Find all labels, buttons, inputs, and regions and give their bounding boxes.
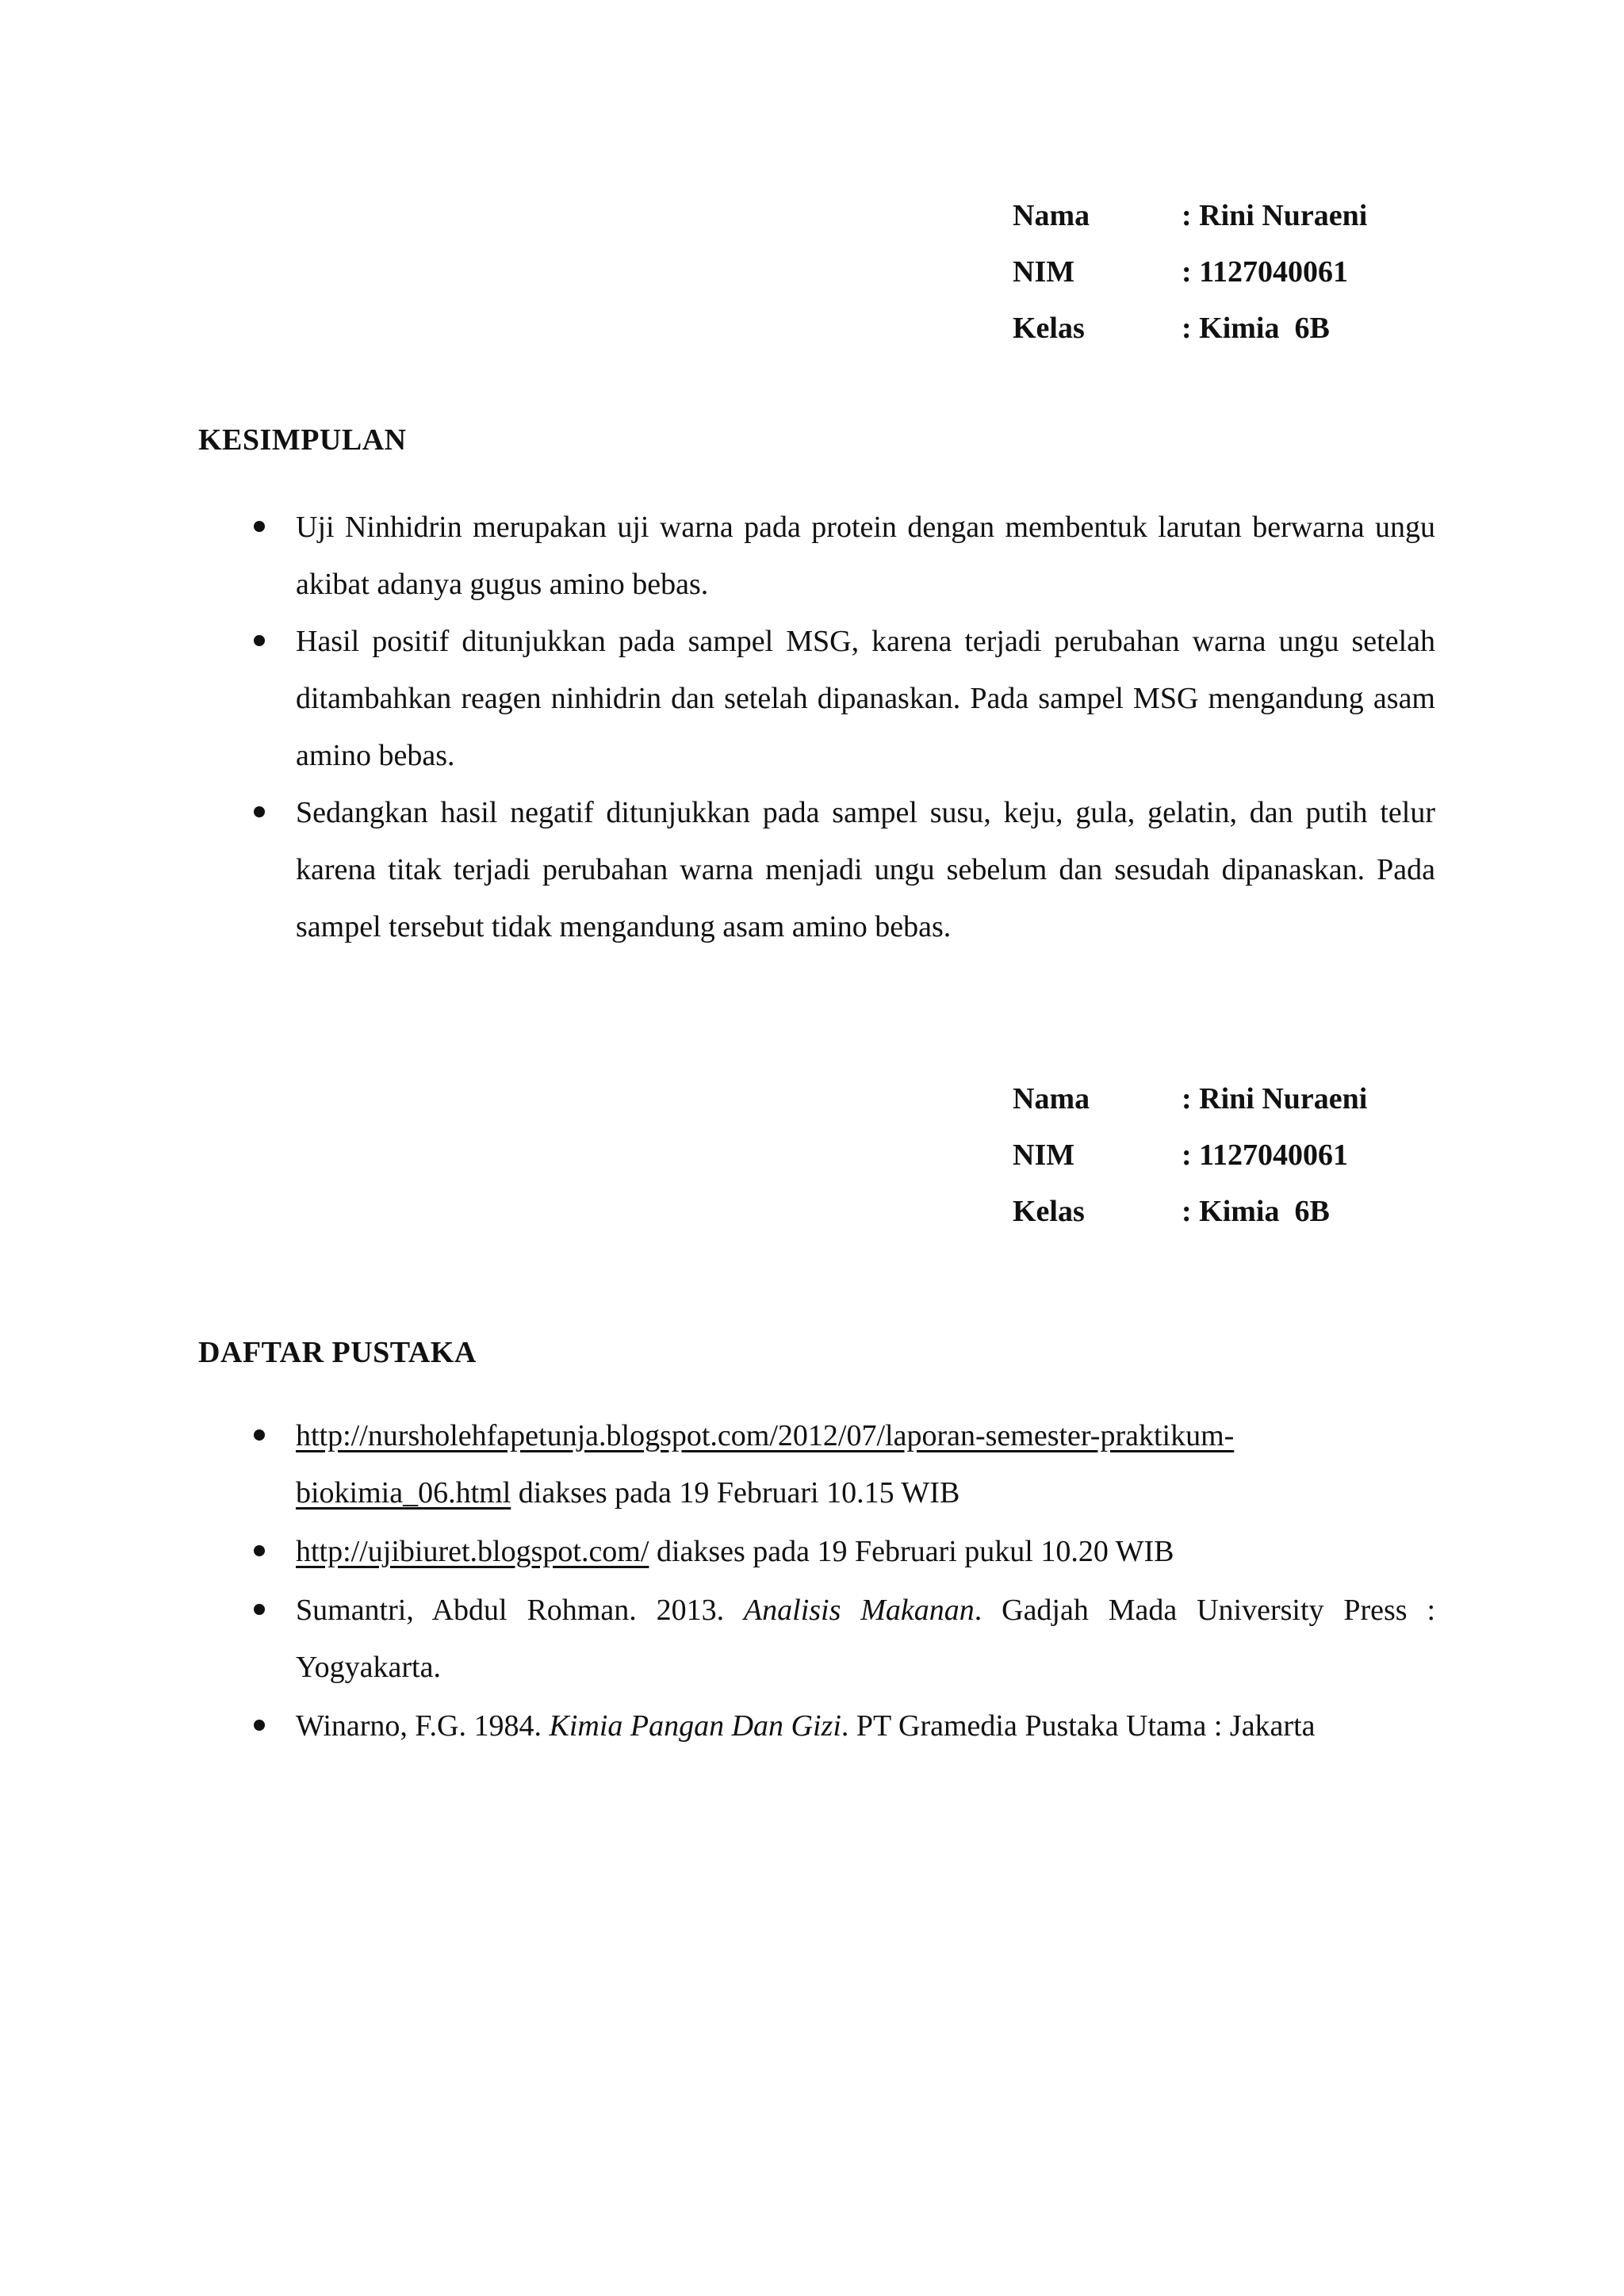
kelas-label: Kelas xyxy=(1013,1194,1085,1228)
bullet-icon xyxy=(254,521,265,532)
nim-value: : 1127040061 xyxy=(1182,1138,1349,1172)
name-value: : Rini Nuraeni xyxy=(1182,198,1368,232)
kelas-label: Kelas xyxy=(1013,311,1085,345)
reference-publisher: . Gadjah Mada University Press : Yogyakarta. xyxy=(296,1594,1436,1684)
nim-label: NIM xyxy=(1013,1138,1075,1172)
bullet-icon xyxy=(254,635,265,646)
nim-value: : 1127040061 xyxy=(1182,254,1349,289)
name-label: Nama xyxy=(1013,198,1090,232)
identity-block-top xyxy=(1013,187,1457,356)
reference-link-part1: http://nursholehfapetunja.blogspot.com/2012/07/laporan-semester-praktikum- xyxy=(296,1419,1235,1452)
list-item xyxy=(198,1697,1435,1755)
identity-block-bottom xyxy=(1013,1070,1457,1239)
name-value: : Rini Nuraeni xyxy=(1182,1081,1368,1115)
bullet-icon xyxy=(254,1604,265,1615)
daftar-pustaka-list xyxy=(198,1407,1435,1755)
nim-label: NIM xyxy=(1013,254,1075,289)
list-item xyxy=(198,1582,1435,1696)
list-item xyxy=(198,1407,1435,1521)
list-item xyxy=(198,1523,1435,1580)
identity-row-name xyxy=(1013,1070,1457,1127)
kesimpulan-item-text: Uji Ninhidrin merupakan uji warna pada protein dengan membentuk larutan berwarna ungu akibat adanya gugus amino bebas. xyxy=(296,511,1435,601)
reference-link-part2: biokimia_06.html xyxy=(296,1476,511,1510)
kesimpulan-list xyxy=(198,499,1435,955)
name-label: Nama xyxy=(1013,1081,1090,1115)
bullet-icon xyxy=(254,1429,265,1441)
daftar-pustaka-heading: DAFTAR PUSTAKA xyxy=(198,1336,477,1369)
kelas-value: : Kimia 6B xyxy=(1182,1194,1330,1228)
list-item xyxy=(198,784,1435,955)
kelas-value: : Kimia 6B xyxy=(1182,311,1330,345)
reference-access-text: diakses pada 19 Februari pukul 10.20 WIB xyxy=(649,1535,1174,1568)
bullet-icon xyxy=(254,1545,265,1556)
reference-publisher: . PT Gramedia Pustaka Utama : Jakarta xyxy=(841,1709,1316,1743)
reference-author: Winarno, F.G. 1984. xyxy=(296,1709,550,1743)
bullet-icon xyxy=(254,1720,265,1731)
identity-row-nim xyxy=(1013,243,1457,300)
reference-link[interactable]: http://ujibiuret.blogspot.com/ xyxy=(296,1535,649,1568)
list-item xyxy=(198,499,1435,613)
identity-row-nim xyxy=(1013,1127,1457,1183)
reference-title: Kimia Pangan Dan Gizi xyxy=(549,1709,841,1743)
reference-title: Analisis Makanan xyxy=(743,1594,975,1627)
identity-row-name xyxy=(1013,187,1457,243)
list-item xyxy=(198,613,1435,784)
identity-row-kelas xyxy=(1013,300,1457,356)
bullet-icon xyxy=(254,806,265,817)
kesimpulan-item-text: Sedangkan hasil negatif ditunjukkan pada sampel susu, keju, gula, gelatin, dan putih telur karena titak terjadi perubahan warna menjadi ungu sebelum dan sesudah dipanaskan. Pada sampel tersebut tidak mengandung asam amino bebas. xyxy=(296,796,1435,943)
reference-access-text: diakses pada 19 Februari 10.15 WIB xyxy=(511,1476,960,1510)
kesimpulan-item-text: Hasil positif ditunjukkan pada sampel MSG, karena terjadi perubahan warna ungu setelah ditambahkan reagen ninhidrin dan setelah dipanaskan. Pada sampel MSG mengandung asam amino bebas. xyxy=(296,625,1435,772)
reference-author: Sumantri, Abdul Rohman. 2013. xyxy=(296,1594,744,1627)
kesimpulan-heading: KESIMPULAN xyxy=(198,423,407,457)
identity-row-kelas xyxy=(1013,1183,1457,1239)
